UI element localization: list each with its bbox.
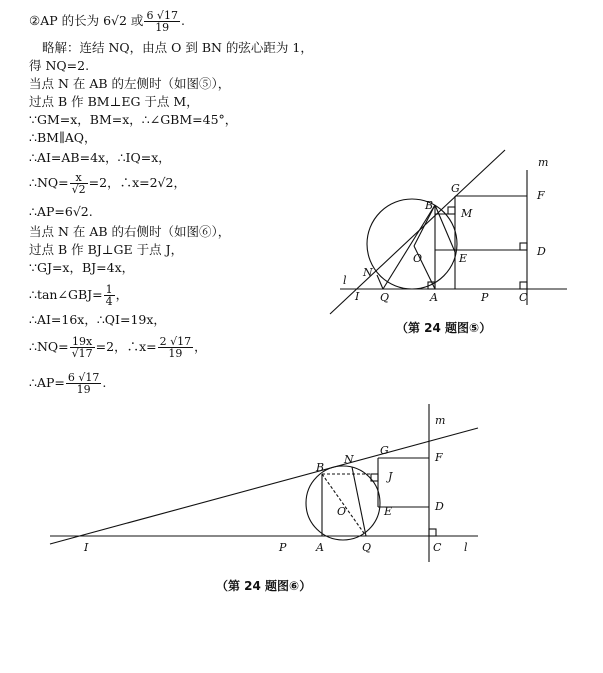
answer-text: ②AP 的长为 6√2 或 [29,13,144,28]
figure-6 [50,404,478,562]
circle-o5 [367,199,457,289]
label-p6: P [279,541,287,554]
answer-fraction: $\frac{6 √17}{19}$ [146,9,178,34]
label-m6: m [435,414,446,427]
solution-line-14: ∴tan∠GBJ= $\frac{1}{4}$ ， [29,283,129,308]
solution-line-9: ∴NQ= $\frac{x}{√2}$ =2，∴x=2√2， [29,171,186,196]
solution-line-7: ∴BM∥AQ， [29,130,97,145]
label-g6: G [380,444,389,457]
label-q: Q [380,291,390,304]
label-l: l [343,274,347,287]
figure-6-labels [83,414,468,554]
label-n6: N [344,453,354,466]
answer-line: ②AP 的长为 6√2 或 $\frac{6 √17}{19}$ . [29,9,185,34]
figure-6-caption: （第 24 题图⑥） [216,579,312,593]
label-d: D [537,245,546,258]
solution-line-6: ∵GM=x，BM=x，∴∠GBM=45°， [29,112,238,127]
solution-line-10: ∴AP=6√2. [29,204,93,219]
label-n: N [363,266,373,279]
label-b: B [425,199,434,212]
label-c: C [519,291,528,304]
solution-line-4: 当点 N 在 AB 的左侧时（如图⑤）， [29,76,231,91]
label-o6: O [337,505,347,518]
solution-line-12: 过点 B 作 BJ⊥GE 于点 J， [29,242,184,257]
label-i: I [355,290,360,303]
label-a6: A [316,541,324,554]
solution-line-16: ∴NQ= $\frac{19x}{√17}$ =2，∴x= $\frac{2 √17}{19}$ ， [29,335,207,360]
label-a: A [430,291,438,304]
label-l6: l [464,541,468,554]
label-p: P [481,291,489,304]
solution-line-3: 得 NQ=2. [29,58,90,73]
figure-5-caption: （第 24 题图⑤） [396,321,492,335]
label-f6: F [435,451,443,464]
label-c6: C [433,541,442,554]
solution-line-5: 过点 B 作 BM⊥EG 于点 M， [29,94,199,109]
line-l6 [50,428,478,544]
solution-line-8: ∴AI=AB=4x，∴IQ=x， [29,150,171,165]
figure-5 [330,150,567,314]
label-b6: B [316,461,325,474]
solution-line-2: 略解：连结 NQ，由点 O 到 BN 的弦心距为 1， [42,40,313,55]
solution-line-11: 当点 N 在 AB 的右侧时（如图⑥）， [29,224,231,239]
label-m: m [538,156,549,169]
label-e: E [459,252,468,265]
label-j6: J [388,470,393,483]
label-q6: Q [362,541,372,554]
label-m-point: M [461,207,473,220]
solution-line-13: ∵GJ=x，BJ=4x， [29,260,135,275]
label-e6: E [384,505,393,518]
solution-line-15: ∴AI=16x，∴QI=19x， [29,312,166,327]
label-g: G [451,182,460,195]
solution-line-17: ∴AP= $\frac{6 √17}{19}$ . [29,371,107,396]
label-o: O [413,252,423,265]
label-i6: I [84,541,89,554]
label-d6: D [435,500,444,513]
label-f: F [537,189,545,202]
